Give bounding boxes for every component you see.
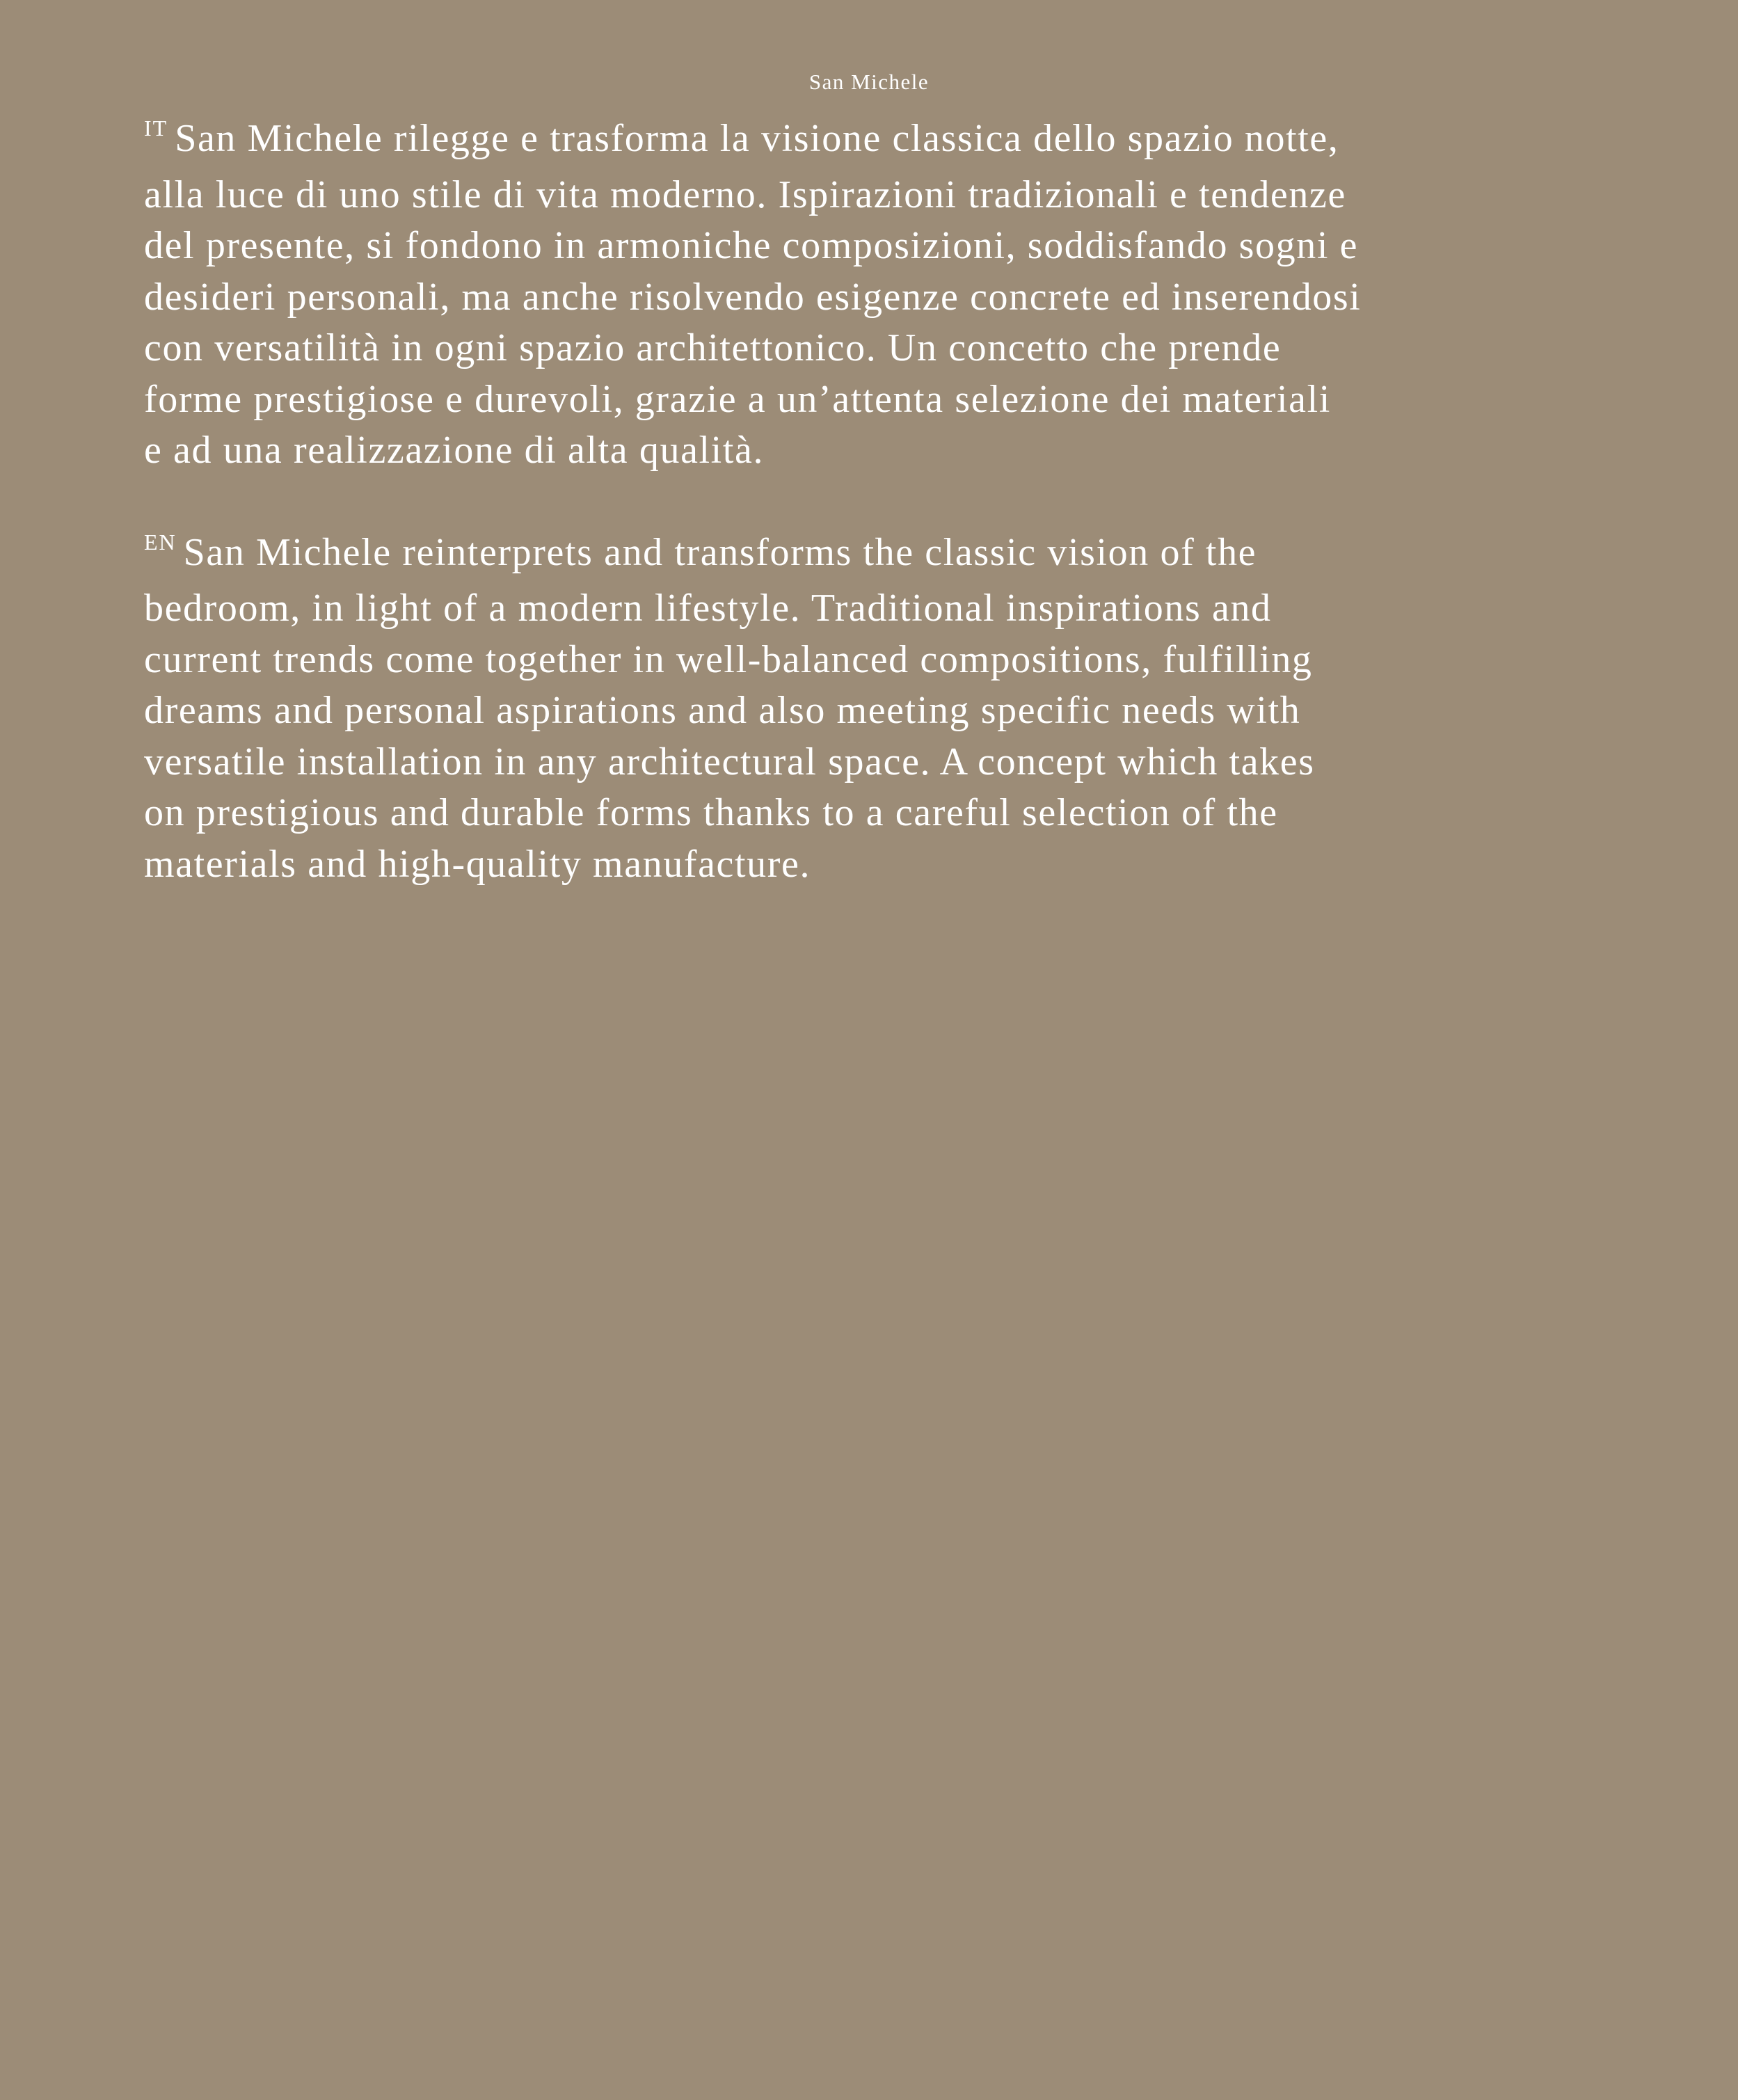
- paragraph-line: versatile installation in any architectural space. A concept which takes: [144, 740, 1315, 783]
- text-content: [144, 113, 1661, 890]
- paragraph-line: e ad una realizzazione di alta qualità.: [144, 429, 765, 472]
- page-header-title: San Michele: [808, 70, 930, 94]
- paragraph-line: desideri personali, ma anche risolvendo esigenze concrete ed inserendosi: [144, 275, 1362, 319]
- paragraph-line: current trends come together in well-balanced compositions, fulfilling: [144, 637, 1313, 681]
- paragraph-line: on prestigious and durable forms thanks to a careful selection of the: [144, 791, 1278, 834]
- language-tag-en: EN: [144, 529, 177, 555]
- paragraph-line: [144, 113, 1661, 170]
- paragraph-line: dreams and personal aspirations and also meeting specific needs with: [144, 689, 1301, 732]
- paragraph-line: del presente, si fondono in armoniche composizioni, soddisfando sogni e: [144, 224, 1359, 267]
- paragraph-line: alla luce di uno stile di vita moderno. Ispirazioni tradizionali e tendenze: [144, 173, 1346, 216]
- paragraph-english: [144, 527, 1661, 891]
- paragraph-line: materials and high-quality manufacture.: [144, 842, 811, 886]
- paragraph-italian: [144, 113, 1661, 477]
- paragraph-line-text: San Michele rilegge e trasforma la visione classica dello spazio notte,: [175, 117, 1339, 160]
- paragraph-line: [144, 527, 1661, 584]
- paragraph-line: bedroom, in light of a modern lifestyle. Traditional inspirations and: [144, 587, 1272, 630]
- paragraph-line: forme prestigiose e durevoli, grazie a un’attenta selezione dei materiali: [144, 377, 1331, 421]
- language-tag-it: IT: [144, 116, 168, 141]
- paragraph-line-text: San Michele reinterprets and transforms the classic vision of the: [183, 530, 1257, 574]
- paragraph-line: con versatilità in ogni spazio architettonico. Un concetto che prende: [144, 326, 1282, 369]
